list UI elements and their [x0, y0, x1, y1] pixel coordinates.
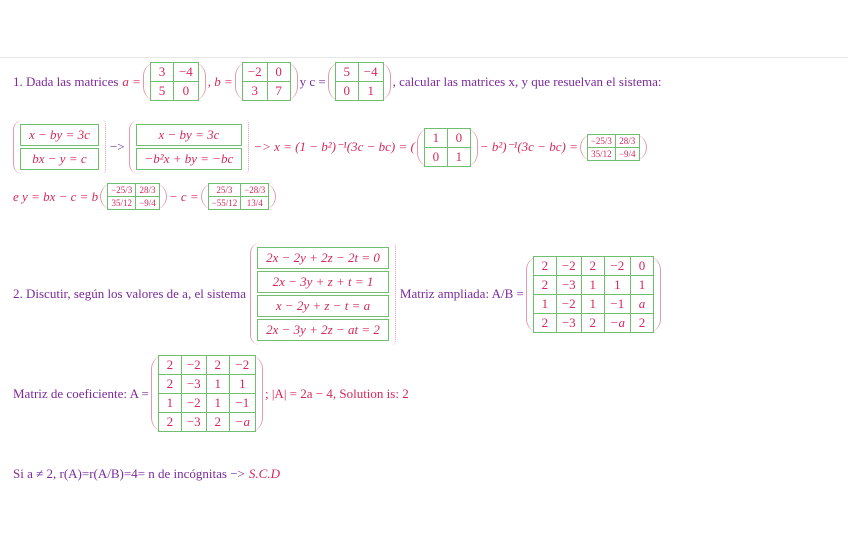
matrix-coef: 2 −2 2 −2 2 −3 1 1 1 −2 1 −1 2 −3 2 −a: [151, 355, 263, 432]
p1-intro: 1. Dada las matrices: [13, 73, 119, 89]
problem-1-solution-x: [13, 120, 649, 174]
determinant: ; |A| = 2a − 4, Solution is: 2: [264, 385, 409, 401]
minus-c: − c =: [168, 188, 199, 204]
matrix-x: −25/3 28/3 35/12 −9/4: [580, 134, 647, 161]
matrix-x-in-y: −25/3 28/3 35/12 −9/4: [100, 183, 167, 210]
p1-c-eq: y c =: [299, 73, 326, 89]
coef-label: Matriz de coeficiente: A =: [13, 385, 149, 401]
matrix-a: 3 −4 5 0: [143, 62, 206, 101]
scd: S.C.D: [248, 466, 280, 481]
ampliada-label: Matriz ampliada: A/B =: [399, 286, 524, 301]
y-eq: e y = bx − c = b: [13, 188, 99, 204]
p1-tail: , calcular las matrices x, y que resuelvan el sistema:: [392, 73, 662, 89]
p1-a-eq: a =: [122, 73, 141, 89]
system-1: x − by = 3c bx − y = c: [13, 120, 106, 174]
x-result-text-2: − b²)⁻¹(3c − bc) =: [479, 139, 578, 154]
matrix-ab: 2 −2 2 −2 0 2 −3 1 1 1 1 −2 1 −1 a 2 −3 2 −a 2: [526, 256, 661, 333]
conclusion: Si a ≠ 2, r(A)=r(A/B)=4= n de incógnitas −>: [13, 466, 245, 481]
p2-intro: 2. Discutir, según los valores de a, el sistema: [13, 286, 247, 301]
p1-b-eq: , b =: [207, 73, 233, 89]
system-p2: 2x − 2y + 2z − 2t = 0 2x − 3y + z + t = 1 x − 2y + z − t = a 2x − 3y + 2z − at = 2: [250, 243, 396, 345]
matrix-y: 25/3 −28/3 −55/12 13/4: [201, 183, 277, 210]
problem-1-solution-y: [13, 183, 278, 210]
conclusion-line: [13, 466, 280, 482]
matrix-b: −2 0 3 7: [235, 62, 298, 101]
coefficient-line: [13, 355, 409, 432]
top-separator: [0, 57, 848, 58]
problem-1-statement: [13, 62, 662, 101]
matrix-c: 5 −4 0 1: [328, 62, 391, 101]
identity-matrix: 1 0 0 1: [417, 128, 478, 167]
x-result-text: −> x = (1 − b²)⁻¹(3c − bc) = (: [253, 139, 415, 154]
problem-2-statement: [13, 243, 663, 345]
arrow-1: −>: [109, 139, 125, 154]
system-2: x − by = 3c −b²x + by = −bc: [129, 120, 250, 174]
